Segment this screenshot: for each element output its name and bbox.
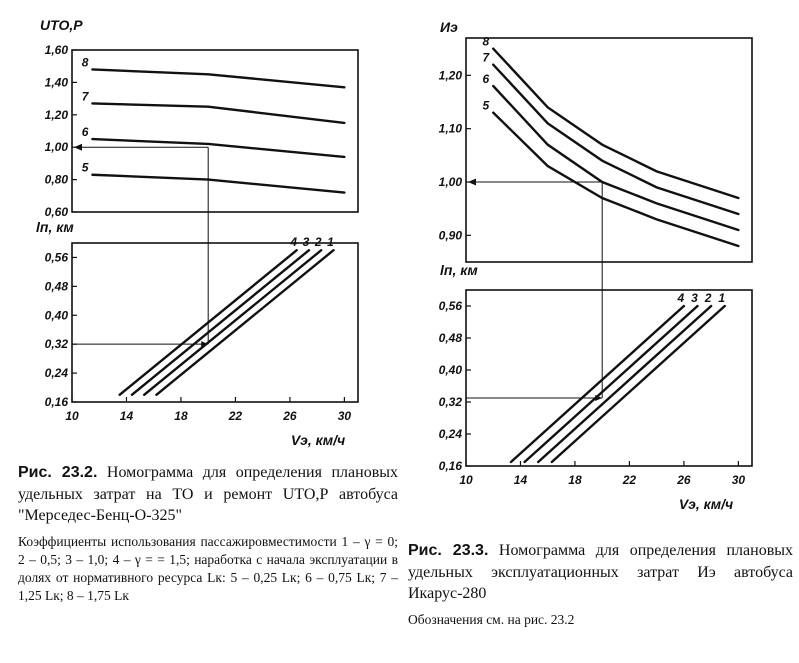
lower-series-line-2 [144,250,321,395]
x-tick-label: 30 [731,473,746,487]
x-tick-label: 22 [622,473,637,487]
upper-plot-frame [466,38,752,262]
lower-series-label-2: 2 [704,291,712,305]
lower-y-tick-label: 0,32 [44,337,68,352]
figure-label: Рис. 23.2. [18,464,98,481]
upper-y-tick-label: 1,00 [44,140,68,155]
caption-title [408,540,793,605]
lower-y-tick-label: 0,48 [438,331,462,345]
lower-series-line-3 [132,250,309,395]
upper-series-label-7: 7 [81,89,89,104]
upper-series-label-6: 6 [81,125,89,140]
lower-series-line-3 [525,306,698,462]
key-arrowhead [468,179,476,186]
upper-y-tick-label: 1,00 [438,175,462,189]
lower-series-label-1: 1 [327,235,334,250]
upper-series-line-8 [493,49,738,198]
lower-series-label-3: 3 [302,235,310,250]
upper-series-line-5 [493,113,738,246]
figure-label: Рис. 23.3. [408,542,489,559]
figure-note: Коэффициенты использования пассажировместимости 1 – γ = 0; 2 – 0,5; 3 – 1,0; 4 – γ = = 1,5; наработка с начала эксплуатации в долях от нормативного ресурса Lк: 5 – 0,25 Lк; 6 – 0,75 Lк; 7 – 1,25 Lк; 8 – 1,75 Lк [18,533,398,604]
lower-plot-frame [466,290,752,466]
upper-series-line-7 [92,103,344,122]
upper-y-tick-label: 0,60 [44,205,68,219]
upper-series-label-5: 5 [81,160,89,175]
lower-y-axis-label: lп, км [440,262,478,278]
upper-series-label-6: 6 [482,72,490,86]
upper-series-label-7: 7 [482,50,490,65]
lower-series-line-1 [552,306,725,462]
lower-y-tick-label: 0,32 [438,395,462,409]
upper-y-tick-label: 1,20 [438,68,462,83]
x-tick-label: 26 [283,409,297,423]
figure-caption-text: Номограмма для определения плановых удельных затрат на ТО и ремонт UТО,Р автобуса "Мерседес-Бенц-О-325" [18,464,399,525]
caption-fig-23-3 [408,540,793,629]
x-tick-label: 14 [119,409,134,423]
x-tick-label: 18 [568,473,582,487]
x-axis-label: Vэ, км/ч [290,432,346,448]
lower-series-line-2 [538,306,711,462]
lower-y-tick-label: 0,24 [438,427,462,441]
upper-series-line-6 [92,139,344,157]
nomogram-23-2 [36,17,358,448]
upper-y-axis-label: Иэ [440,19,458,35]
upper-series-label-5: 5 [482,98,490,113]
x-tick-label: 22 [228,409,243,423]
upper-series-line-6 [493,86,738,230]
lower-y-tick-label: 0,16 [438,459,462,473]
nomogram-23-3 [439,19,752,512]
lower-y-axis-label: lп, км [36,219,74,235]
upper-y-tick-label: 1,10 [438,121,462,136]
upper-y-axis-label: UТО,Р [40,17,83,33]
x-tick-label: 10 [65,409,79,423]
lower-series-label-2: 2 [314,235,322,250]
lower-y-tick-label: 0,24 [44,366,68,381]
key-arrowhead [74,144,82,151]
lower-y-tick-label: 0,16 [44,395,68,409]
upper-series-label-8: 8 [482,34,490,49]
upper-y-tick-label: 0,90 [438,228,462,243]
upper-y-tick-label: 1,60 [44,43,68,57]
lower-y-tick-label: 0,48 [44,279,68,294]
x-tick-label: 26 [677,473,691,487]
lower-series-line-4 [511,306,684,462]
upper-series-label-8: 8 [81,55,89,70]
lower-series-label-4: 4 [677,291,685,305]
x-tick-label: 14 [513,473,528,487]
caption-fig-23-2 [18,462,398,606]
lower-series-label-1: 1 [718,291,726,305]
upper-y-tick-label: 0,80 [44,172,68,187]
upper-y-tick-label: 1,40 [44,75,68,90]
x-tick-label: 10 [459,473,473,487]
x-tick-label: 30 [337,409,352,423]
lower-series-label-3: 3 [691,291,698,305]
figure-caption-text: Номограмма для определения плановых удельных эксплуатационных затрат Иэ автобуса Икарус-280 [408,542,794,603]
lower-y-tick-label: 0,40 [44,308,68,323]
upper-y-tick-label: 1,20 [44,107,68,122]
lower-series-label-4: 4 [290,235,298,250]
upper-series-line-8 [92,69,344,87]
caption-title [18,462,398,527]
lower-y-tick-label: 0,40 [438,363,462,377]
x-axis-label: Vэ, км/ч [678,496,734,512]
lower-y-tick-label: 0,56 [438,299,462,313]
upper-series-line-5 [92,175,344,193]
lower-y-tick-label: 0,56 [44,250,68,265]
lower-series-line-1 [156,250,333,395]
lower-plot-frame [72,243,358,402]
figure-note: Обозначения см. на рис. 23.2 [408,611,575,627]
x-tick-label: 18 [174,409,188,423]
